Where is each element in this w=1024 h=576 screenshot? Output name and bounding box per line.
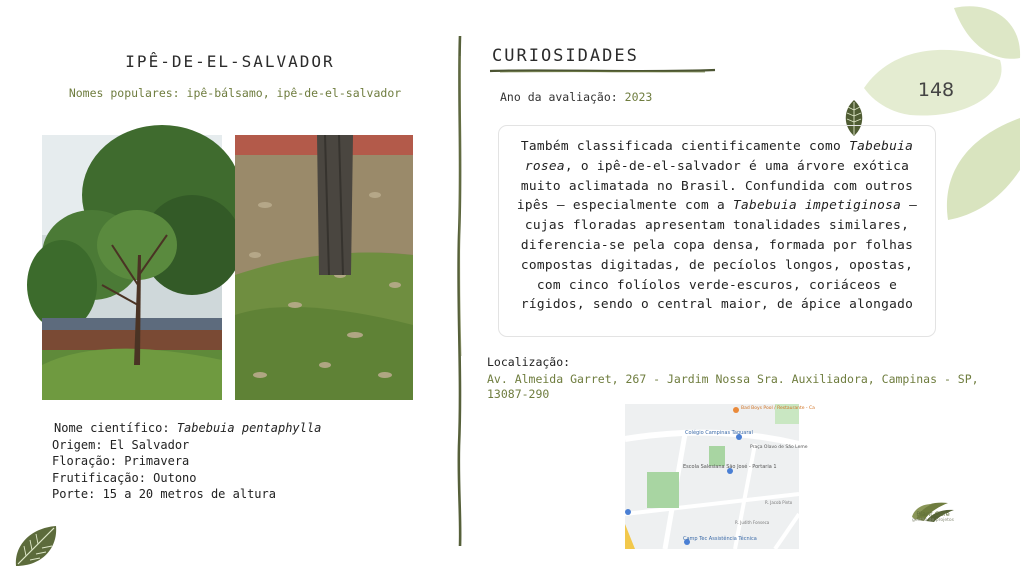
map-label: Colégio Campinas Taquaral — [685, 430, 753, 436]
curiosity-text-part: Também classificada cientificamente como — [520, 139, 842, 154]
tree-photo — [42, 135, 222, 400]
leaf-shape — [954, 6, 1020, 59]
map-label: Bad Boys Pool / Restaurante - Ca — [741, 406, 815, 411]
curiosity-text-part: , o ipê-de-el-salvador é uma árvore exótica muito aclimatada no Brasil. Confundida com outros ipês – especialmente com a — [516, 158, 914, 214]
species-info — [52, 420, 321, 503]
species-title: IPÊ-DE-EL-SALVADOR — [125, 52, 335, 71]
map-label: R. Jacob Pinto — [765, 500, 793, 505]
curiosity-text-box — [498, 125, 936, 337]
page-number: 148 — [917, 79, 955, 101]
scientific-name-row — [54, 420, 321, 437]
curiosity-text-part: – cujas floradas apresentam tonalidades similares, diferencia-se pela copa densa, formada por folhas compostas digitadas, de pecíolos longos, opostas, com cinco folíolos verde-escuros, coriáceos e rígidos, sendo o central maior, de ápice alongado — [520, 198, 918, 313]
map-label: Escola Salesiana São José - Portaria 1 — [683, 464, 777, 470]
map-label: Praça Olavo de São Leme — [750, 445, 808, 450]
fruiting-row: Frutificação: Outono — [52, 470, 197, 485]
location-address: Av. Almeida Garret, 267 - Jardim Nossa Sra. Auxiliadora, Campinas - SP, 13087-290 — [487, 372, 979, 401]
popular-names-value: ipê-bálsamo, ipê-de-el-salvador — [186, 86, 402, 100]
curiosity-text-italic: Tabebuia rosea — [524, 139, 914, 174]
logo-name: Plant Care — [916, 510, 950, 518]
curiosity-text-italic: Tabebuia impetiginosa — [733, 198, 902, 214]
map-pin — [733, 407, 739, 413]
map-label: R. Judith Fonseca — [735, 520, 770, 525]
curiosities-title: CURIOSIDADES — [492, 46, 639, 66]
evaluation-value: 2023 — [624, 90, 653, 104]
decorative-leaf-bottom-left — [12, 522, 60, 570]
location-map[interactable] — [625, 404, 815, 549]
title-underline — [490, 67, 715, 75]
leaf-shape — [947, 118, 1020, 220]
evaluation-year — [500, 90, 652, 104]
scientific-name-value: Tabebuia pentaphylla — [176, 421, 322, 435]
size-row: Porte: 15 a 20 metros de altura — [52, 487, 276, 501]
map-label: Camp Tec Assistência Técnica — [683, 536, 757, 542]
vertical-divider — [452, 36, 468, 546]
trunk-photo — [235, 135, 413, 400]
flowering-row: Floração: Primavera — [52, 454, 190, 468]
location-label: Localização: — [487, 355, 571, 369]
map-pin — [625, 509, 631, 515]
origin-row: Origem: El Salvador — [52, 437, 190, 452]
scientific-name-label: Nome científico: — [54, 421, 170, 435]
popular-names-label: Nomes populares: — [68, 86, 180, 100]
popular-names — [0, 86, 470, 100]
logo-tagline: gestão de projetos — [912, 518, 954, 523]
evaluation-label: Ano da avaliação: — [500, 90, 618, 104]
